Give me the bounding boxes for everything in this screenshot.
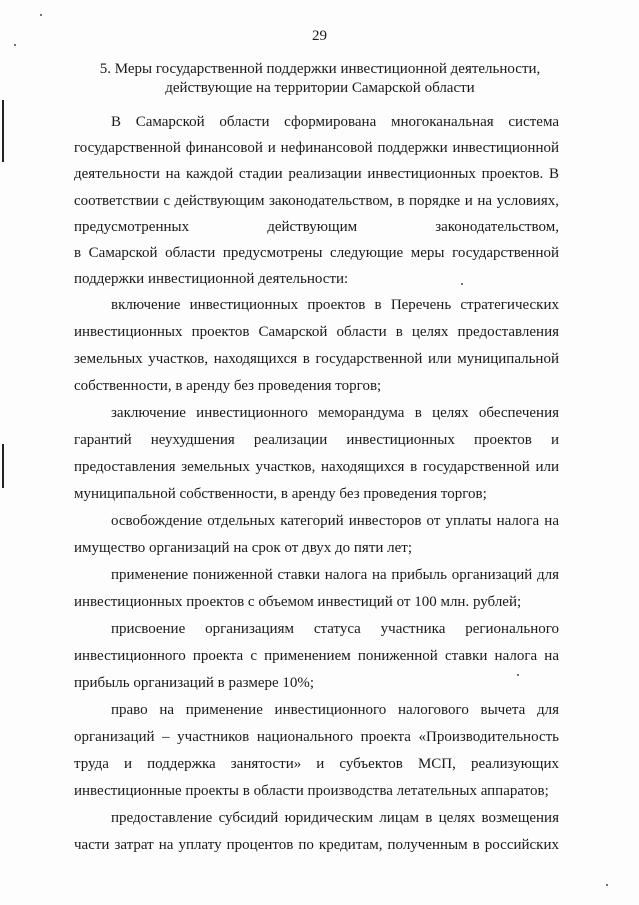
paragraph-intro-continued: в Самарской области предусмотрены следующие меры государственной поддержки инвестиционной деятельности: [74,245,559,288]
list-item-investment-tax-deduction: право на применение инвестиционного налогового вычета для организаций – участников национального проекта «Производительность труда и поддержка занятости» и субъектов МСП, реализующих инвестиционные проекты в области производства летательных аппаратов; [74,702,559,800]
scan-artifact-mark [2,444,4,488]
list-item-interest-subsidies: предоставление субсидий юридическим лицам в целях возмещения части затрат на уплату процентов по кредитам, полученным в российских [74,810,559,854]
page-number: 29 [312,28,327,44]
list-item-reduced-profit-tax: применение пониженной ставки налога на прибыль организаций для инвестиционных проектов с объемом инвестиций от 100 млн. рублей; [74,567,559,611]
list-item-strategic-projects: включение инвестиционных проектов в Перечень стратегических инвестиционных проектов Самарской области в целях предоставления земельных участков, находящихся в государственной или муниципальной собственности, в аренду без проведения торгов; [74,297,559,395]
scan-artifact-mark [2,100,4,162]
paragraph-intro: В Самарской области сформирована многоканальная система государственной финансовой и нефинансовой поддержки инвестиционной деятельности на каждой стадии реализации инвестиционных проектов. В соответствии с действующим законодательством, в порядке и на условиях, предусмотренных действующим законодательством, [74,114,559,235]
section-heading [70,60,570,98]
scan-artifact-dot [606,884,608,886]
section-heading-line: 5. Меры государственной поддержки инвестиционной деятельности, [99,61,541,77]
list-item-property-tax-exemption: освобождение отдельных категорий инвесторов от уплаты налога на имущество организаций на срок от двух до пяти лет; [74,513,559,557]
document-body [74,109,559,859]
list-item-investment-memorandum: заключение инвестиционного меморандума в целях обеспечения гарантий неухудшения реализации инвестиционных проектов и предоставления земельных участков, находящихся в государственной или муниципальной собственности, в аренду без проведения торгов; [74,405,559,503]
scan-artifact-dot [40,14,42,16]
section-heading-line: действующие на территории Самарской области [165,80,475,96]
list-item-regional-project-status: присвоение организациям статуса участника регионального инвестиционного проекта с применением пониженной ставки налога на прибыль организаций в размере 10%; [74,621,559,692]
